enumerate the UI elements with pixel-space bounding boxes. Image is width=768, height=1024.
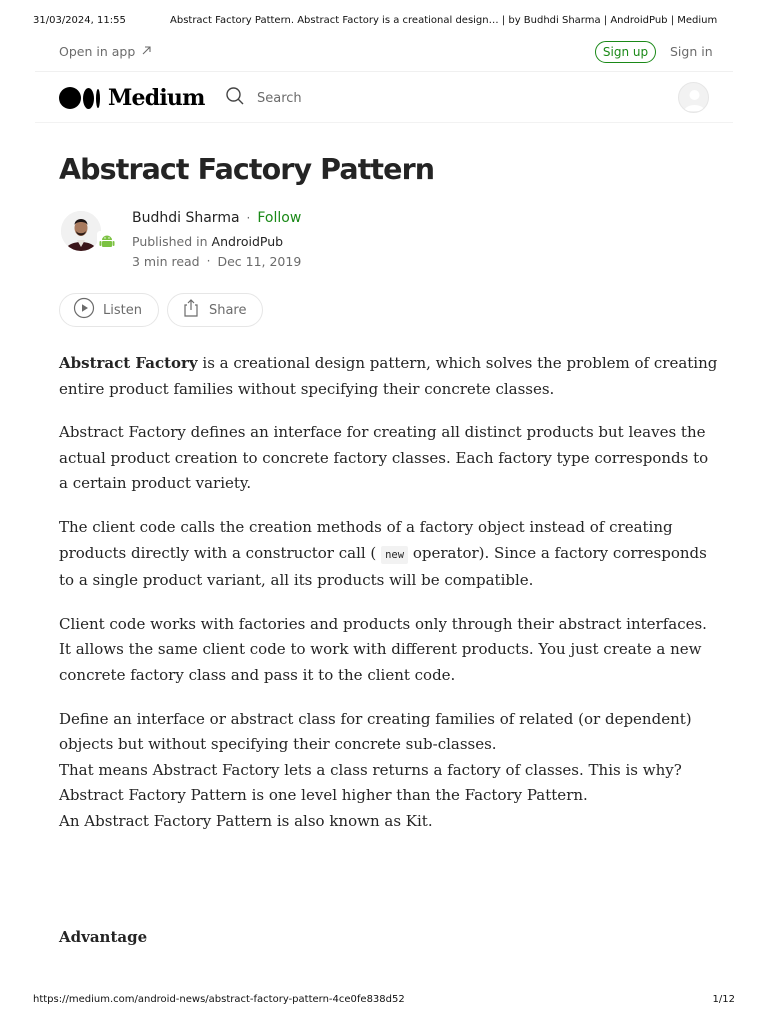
article-header: [59, 150, 719, 190]
sign-in-link[interactable]: Sign in: [670, 44, 713, 59]
paragraph-5-line-2: That means Abstract Factory lets a class returns a factory of classes. This is why? Abstract Factory Pattern is one level higher than the Factory Pattern.: [59, 760, 682, 805]
search-bar[interactable]: [225, 86, 302, 110]
paragraph-1-text: is a creational design pattern, which solves the problem of creating entire product families without specifying their concrete classes.: [59, 354, 718, 398]
android-icon[interactable]: [97, 231, 117, 251]
print-page-number: 1/12: [712, 994, 735, 1005]
play-icon: [73, 297, 95, 323]
article-body: [59, 351, 721, 835]
share-button[interactable]: [167, 293, 264, 327]
article-title: Abstract Factory Pattern: [59, 153, 435, 186]
share-icon: [181, 298, 201, 322]
paragraph-4: Client code works with factories and products only through their abstract interfaces. It allows the same client code to work with different products. You just create a new concrete factory class and pass it to the client code.: [59, 614, 707, 684]
user-avatar-icon[interactable]: [678, 82, 709, 113]
separator-dot: ·: [206, 254, 211, 268]
nav-bar: [35, 72, 733, 123]
open-in-app-label: Open in app: [59, 44, 136, 59]
paragraph-3: [59, 515, 721, 594]
print-url: https://medium.com/android-news/abstract-factory-pattern-4ce0fe838d52: [33, 994, 405, 1005]
paragraph-3-text-a: The client code calls the creation methods of a factory object instead of creating products directly with a constructor call (: [59, 517, 673, 562]
listen-button[interactable]: [59, 293, 159, 327]
author-name[interactable]: Budhdi Sharma: [132, 210, 240, 226]
medium-logo[interactable]: [59, 85, 205, 111]
section-heading-advantage: Advantage: [59, 928, 148, 946]
print-doc-title: Abstract Factory Pattern. Abstract Factory is a creational design… | by Budhdi Sharma | AndroidPub | Medium: [170, 15, 718, 26]
inline-code: new: [381, 546, 408, 564]
article-meta: [132, 254, 301, 269]
article-actions: [59, 293, 263, 327]
publish-date: Dec 11, 2019: [217, 254, 302, 269]
search-input[interactable]: Search: [257, 90, 302, 106]
top-bar: [35, 40, 733, 72]
listen-label: Listen: [103, 302, 142, 318]
bold-term: Abstract Factory: [59, 354, 198, 372]
arrow-up-right-icon: [141, 45, 152, 59]
paragraph-5-line-1: Define an interface or abstract class for creating families of related (or dependent) objects but without specifying their concrete sub-classes.: [59, 709, 692, 754]
medium-logo-text: Medium: [108, 85, 205, 111]
read-time: 3 min read: [132, 254, 200, 269]
author-line: [132, 210, 301, 226]
paragraph-3-text-b: operator). Since a factory corresponds to a single product variant, all its products will be compatible.: [59, 543, 707, 590]
share-label: Share: [208, 302, 247, 318]
paragraph-5-line-3: An Abstract Factory Pattern is also known as Kit.: [59, 811, 433, 830]
search-icon: [225, 86, 245, 110]
published-in-label: Published in: [132, 234, 208, 249]
author-block: [59, 208, 459, 278]
follow-button[interactable]: Follow: [257, 210, 302, 226]
published-in: [132, 234, 283, 249]
separator-dot: ·: [246, 211, 251, 225]
author-avatar[interactable]: [61, 211, 101, 251]
medium-logo-mark: [59, 87, 100, 109]
print-date: 31/03/2024, 11:55: [33, 15, 126, 26]
open-in-app-link[interactable]: [59, 44, 152, 59]
sign-up-button[interactable]: Sign up: [595, 41, 656, 63]
paragraph-2: Abstract Factory defines an interface for creating all distinct products but leaves the actual product creation to concrete factory classes. Each factory type corresponds to a certain product variety.: [59, 423, 709, 493]
publication-link[interactable]: AndroidPub: [211, 234, 284, 249]
paragraph-1: [59, 351, 721, 402]
